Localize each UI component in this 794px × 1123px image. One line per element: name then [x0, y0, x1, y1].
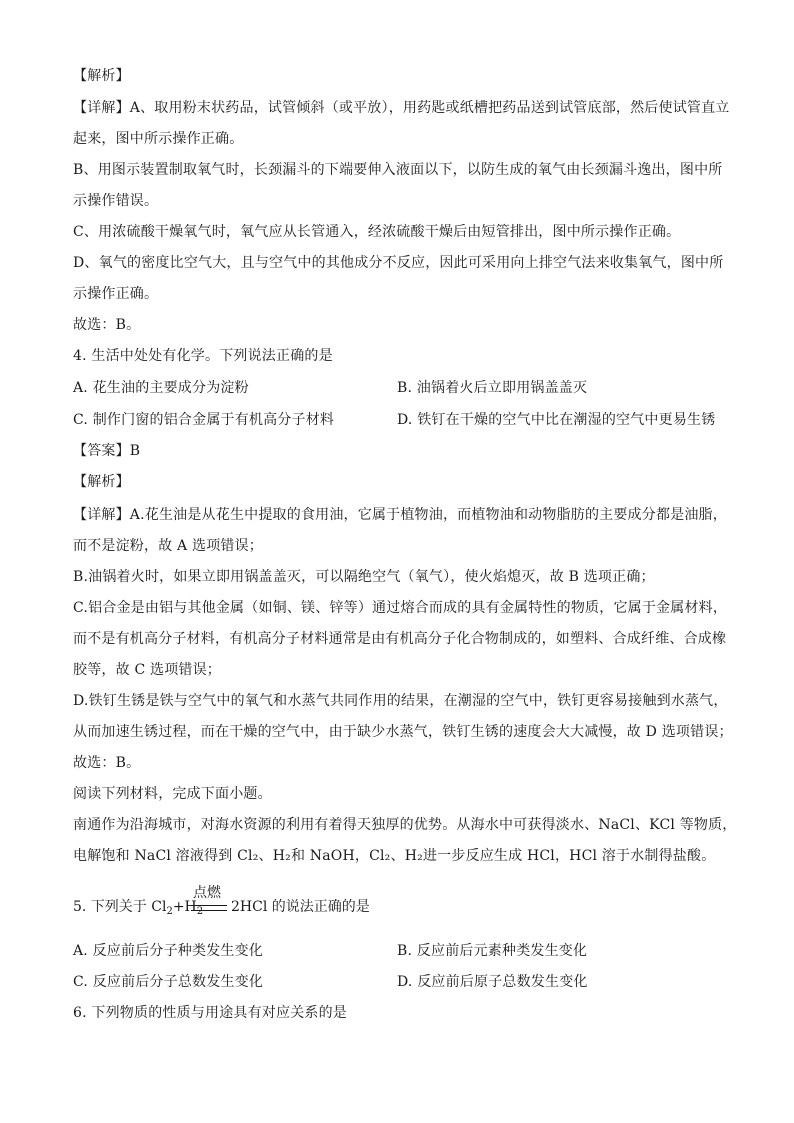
- detail-text: B、用图示装置制取氧气时，长颈漏斗的下端要伸入液面以下，以防生成的氧气由长颈漏斗逸出，图中所: [73, 162, 723, 178]
- detail-text: B.油锅着火时，如果立即用锅盖盖灭，可以隔绝空气（氧气），使火焰熄灭，故 B 选项正确；: [73, 569, 655, 585]
- option-b: B. 油锅着火后立即用锅盖盖灭: [397, 380, 588, 396]
- analysis-label: 【解析】: [73, 68, 130, 84]
- option-c: C. 反应前后分子总数发生变化: [73, 974, 264, 990]
- detail-text: D、氧气的密度比空气大，且与空气中的其他成分不反应，因此可采用向上排空气法来收集氧气，图中所: [73, 255, 724, 271]
- option-d: D. 铁钉在干燥的空气中比在潮湿的空气中更易生锈: [397, 412, 716, 428]
- answer-label: 【答案】B: [73, 443, 141, 459]
- detail-text: 而不是淀粉，故 A 选项错误；: [73, 538, 264, 554]
- question-stem-4: 4. 生活中处处有化学。下列说法正确的是: [73, 348, 333, 364]
- option-b: B. 反应前后元素种类发生变化: [397, 943, 588, 959]
- detail-text: 从而加速生锈过程，而在干燥的空气中，由于缺少水蒸气，铁钉生锈的速度会大大减慢，故 D 选项错误；: [73, 724, 733, 740]
- detail-text: 【详解】A、取用粉末状药品，试管倾斜（或平放），用药匙或纸槽把药品送到试管底部，然后使试管直立: [73, 100, 730, 116]
- detail-text: D.铁钉生锈是铁与空气中的氧气和水蒸气共同作用的结果，在潮湿的空气中，铁钉更容易接触到水蒸气，: [73, 693, 728, 709]
- question-stem-6: 6. 下列物质的性质与用途具有对应关系的是: [73, 1005, 348, 1021]
- reading-paragraph: 南通作为沿海城市，对海水资源的利用有着得天独厚的优势。从海水中可获得淡水、NaCl、KCl 等物质，: [73, 817, 737, 833]
- option-a: A. 花生油的主要成分为淀粉: [73, 380, 249, 396]
- detail-text: C.铝合金是由铝与其他金属（如铜、镁、锌等）通过熔合而成的具有金属特性的物质，它属于金属材料，: [73, 600, 728, 616]
- detail-text: 【详解】A.花生油是从花生中提取的食用油，它属于植物油，而植物油和动物脂肪的主要成分都是油脂，: [73, 507, 727, 523]
- option-a: A. 反应前后分子种类发生变化: [73, 943, 264, 959]
- choice-text: 故选：B。: [73, 317, 141, 333]
- detail-text: 起来，图中所示操作正确。: [73, 131, 244, 147]
- formula-reactants: 5. 下列关于 $Cl_2+H_2$: [73, 899, 204, 917]
- detail-text: 示操作错误。: [73, 193, 159, 209]
- analysis-label: 【解析】: [73, 474, 130, 490]
- formula-product: 2HCl 的说法正确的是: [231, 899, 370, 915]
- detail-text: 胶等，故 C 选项错误；: [73, 662, 222, 678]
- detail-text: 而不是有机高分子材料，有机高分子材料通常是由有机高分子化合物制成的，如塑料、合成纤维、合成橡: [73, 631, 727, 647]
- option-c: C. 制作门窗的铝合金属于有机高分子材料: [73, 412, 335, 428]
- reading-intro: 阅读下列材料，完成下面小题。: [73, 786, 272, 802]
- reading-paragraph: 电解饱和 NaCl 溶液得到 Cl₂、H₂和 NaOH，Cl₂、H₂进一步反应生成 HCl，HCl 溶于水制得盐酸。: [73, 848, 716, 864]
- option-d: D. 反应前后原子总数发生变化: [397, 974, 588, 990]
- detail-text: C、用浓硫酸干燥氧气时，氧气应从长管通入，经浓硫酸干燥后由短管排出，图中所示操作正确。: [73, 224, 681, 240]
- choice-text: 故选：B。: [73, 755, 141, 771]
- detail-text: 示操作正确。: [73, 286, 159, 302]
- reaction-condition: 点燃: [193, 885, 221, 901]
- reaction-equals-sign: [191, 905, 227, 911]
